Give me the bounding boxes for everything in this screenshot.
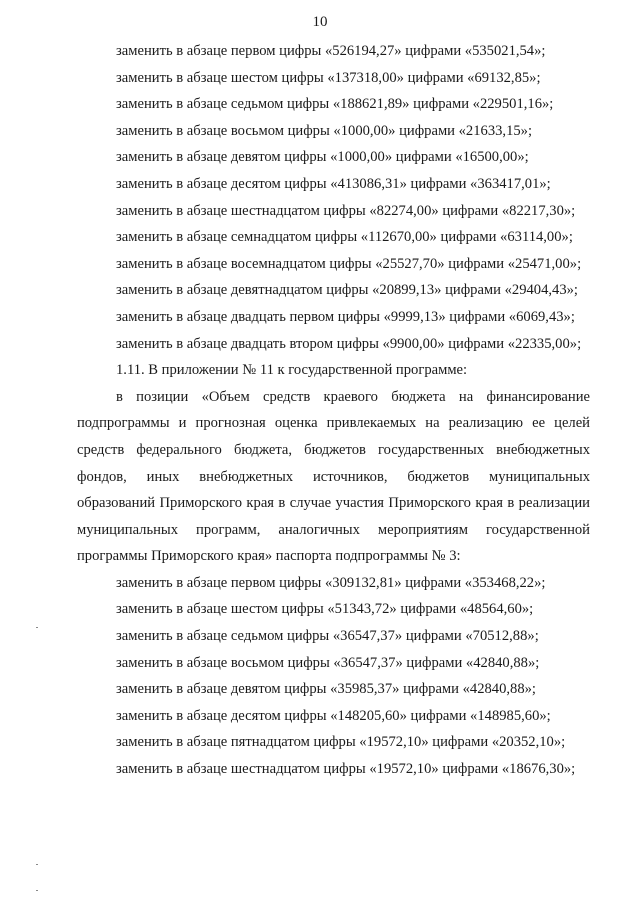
amendment-line: заменить в абзаце девятом цифры «35985,37» цифрами «42840,88»;: [116, 681, 536, 698]
amendment-line: заменить в абзаце семнадцатом цифры «112670,00» цифрами «63114,00»;: [116, 229, 573, 246]
amendment-line: заменить в абзаце шестом цифры «137318,00» цифрами «69132,85»;: [116, 69, 541, 86]
amendment-line: заменить в абзаце первом цифры «309132,81» цифрами «353468,22»;: [116, 574, 546, 591]
amendment-line: заменить в абзаце седьмом цифры «188621,89» цифрами «229501,16»;: [116, 96, 554, 113]
amendment-line: заменить в абзаце восьмом цифры «36547,37» цифрами «42840,88»;: [116, 654, 540, 671]
document-body: [77, 38, 590, 783]
amendment-line: заменить в абзаце пятнадцатом цифры «19572,10» цифрами «20352,10»;: [116, 734, 566, 751]
amendment-line: заменить в абзаце двадцать первом цифры «9999,13» цифрами «6069,43»;: [116, 308, 575, 325]
scan-speck: [36, 890, 38, 891]
scan-speck: [36, 864, 38, 865]
amendment-line: заменить в абзаце восемнадцатом цифры «25527,70» цифрами «25471,00»;: [116, 255, 582, 272]
amendment-line: заменить в абзаце шестнадцатом цифры «82274,00» цифрами «82217,30»;: [116, 202, 576, 219]
amendment-line: заменить в абзаце девятом цифры «1000,00» цифрами «16500,00»;: [116, 149, 529, 166]
amendment-line: заменить в абзаце восьмом цифры «1000,00» цифрами «21633,15»;: [116, 122, 533, 139]
amendment-line: заменить в абзаце первом цифры «526194,27» цифрами «535021,54»;: [116, 43, 546, 59]
amendment-line: заменить в абзаце десятом цифры «413086,31» цифрами «363417,01»;: [116, 175, 551, 192]
amendment-line: заменить в абзаце шестнадцатом цифры «19572,10» цифрами «18676,30»;: [116, 761, 576, 778]
amendment-line: заменить в абзаце десятом цифры «148205,60» цифрами «148985,60»;: [116, 707, 551, 724]
scan-speck: [36, 627, 38, 628]
section-heading: 1.11. В приложении № 11 к государственной программе:: [116, 362, 468, 379]
amendment-line: заменить в абзаце седьмом цифры «36547,37» цифрами «70512,88»;: [116, 628, 539, 645]
page-number: 10: [312, 14, 328, 30]
position-paragraph: в позиции «Объем средств краевого бюджета на финансирование подпрограммы и прогнозная оценка привлекаемых на реализацию ее целей средств федерального бюджета, бюджетов государственных внебюджетных фондов, иных внебюджетных источников, бюджетов муниципальных образований Приморского края в случае участия Приморского края в реализации муниципальных программ, аналогичных мероприятиям государственной программы Приморского края» паспорта подпрограммы № 3:: [77, 388, 590, 565]
amendment-line: заменить в абзаце шестом цифры «51343,72» цифрами «48564,60»;: [116, 601, 534, 618]
amendment-line: заменить в абзаце двадцать втором цифры «9900,00» цифрами «22335,00»;: [116, 335, 582, 352]
amendment-line: заменить в абзаце девятнадцатом цифры «20899,13» цифрами «29404,43»;: [116, 282, 578, 299]
